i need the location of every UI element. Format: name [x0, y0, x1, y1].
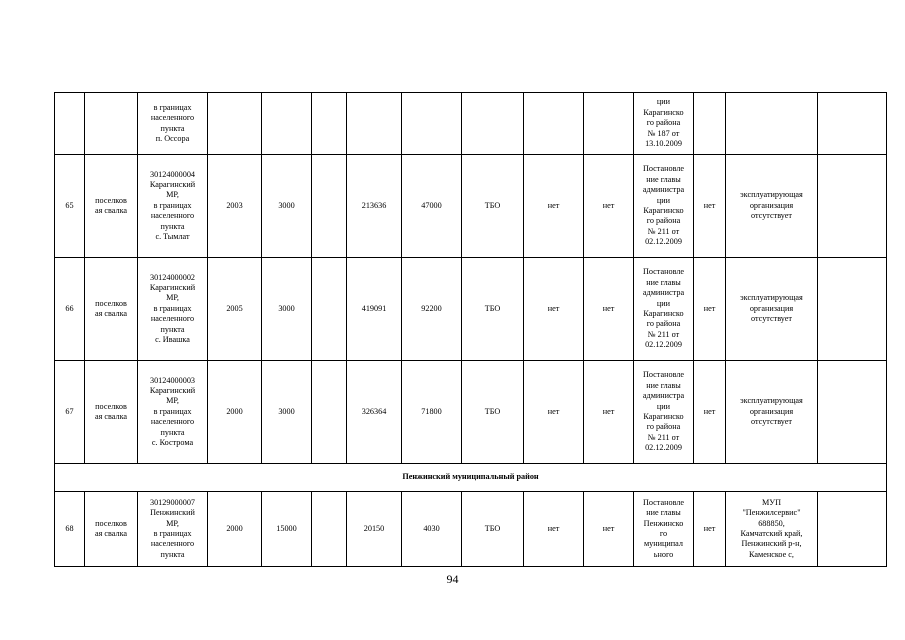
flag-cell: нет [584, 258, 634, 361]
table-row [55, 492, 887, 567]
empty-cell [312, 155, 347, 258]
operator-cell: эксплуатирующая организация отсутствует [726, 361, 818, 464]
flag-cell: нет [524, 155, 584, 258]
location-cell: 30124000003 Карагинский МР, в границах населенного пункта с. Кострома [138, 361, 208, 464]
decision-cell: Постановле ние главы администра ции Карагинско го района № 211 от 02.12.2009 [634, 361, 694, 464]
waste-type-cell: ТБО [462, 361, 524, 464]
row-number: 65 [55, 155, 85, 258]
flag-cell: нет [694, 258, 726, 361]
flag-cell: нет [524, 258, 584, 361]
flag-cell: нет [524, 361, 584, 464]
mass-cell: 92200 [402, 258, 462, 361]
year-cell: 2000 [208, 361, 262, 464]
flag-cell: нет [524, 492, 584, 567]
area-cell: 15000 [262, 492, 312, 567]
mass-cell: 47000 [402, 155, 462, 258]
operator-cell: МУП "Пенжилсервис" 688850, Камчатский край, Пенжинский р-н, Каменское с, [726, 492, 818, 567]
flag-cell: нет [694, 492, 726, 567]
year-cell: 2000 [208, 492, 262, 567]
waste-type-cell: ТБО [462, 492, 524, 567]
operator-cell: эксплуатирующая организация отсутствует [726, 155, 818, 258]
empty-cell [312, 258, 347, 361]
object-type: поселков ая свалка [85, 361, 138, 464]
object-type: поселков ая свалка [85, 155, 138, 258]
volume-cell: 326364 [347, 361, 402, 464]
flag-cell: нет [584, 155, 634, 258]
section-title: Пенжинский муниципальный район [55, 464, 887, 492]
area-cell: 3000 [262, 361, 312, 464]
volume-cell: 20150 [347, 492, 402, 567]
decision-cell: Постановле ние главы Пенжинско го муниципал ьного [634, 492, 694, 567]
empty-cell [312, 492, 347, 567]
object-type: поселков ая свалка [85, 492, 138, 567]
waste-type-cell: ТБО [462, 155, 524, 258]
table-row-continuation [55, 93, 887, 155]
empty-cell [312, 361, 347, 464]
table-row [55, 258, 887, 361]
volume-cell: 419091 [347, 258, 402, 361]
decision-cell: Постановле ние главы администра ции Карагинско го района № 211 от 02.12.2009 [634, 155, 694, 258]
flag-cell: нет [584, 492, 634, 567]
section-header-row [55, 464, 887, 492]
volume-cell: 213636 [347, 155, 402, 258]
empty-cell [818, 361, 887, 464]
flag-cell: нет [694, 155, 726, 258]
decision-cell: Постановле ние главы администра ции Карагинско го района № 211 от 02.12.2009 [634, 258, 694, 361]
area-cell: 3000 [262, 155, 312, 258]
empty-cell [818, 258, 887, 361]
page-number: 94 [446, 572, 459, 586]
object-type: поселков ая свалка [85, 258, 138, 361]
area-cell: 3000 [262, 258, 312, 361]
decision-cell: ции Карагинско го района № 187 от 13.10.2009 [634, 93, 694, 155]
year-cell: 2003 [208, 155, 262, 258]
flag-cell: нет [584, 361, 634, 464]
waste-type-cell: ТБО [462, 258, 524, 361]
row-number: 68 [55, 492, 85, 567]
operator-cell: эксплуатирующая организация отсутствует [726, 258, 818, 361]
row-number: 67 [55, 361, 85, 464]
flag-cell: нет [694, 361, 726, 464]
row-number: 66 [55, 258, 85, 361]
location-cell: 30124000002 Карагинский МР, в границах населенного пункта с. Ивашка [138, 258, 208, 361]
location-cell: в границах населенного пункта п. Оссора [138, 93, 208, 155]
location-cell: 30129000007 Пенжинский МР, в границах населенного пункта [138, 492, 208, 567]
location-cell: 30124000004 Карагинский МР, в границах населенного пункта с. Тымлат [138, 155, 208, 258]
waste-site-register-table [54, 92, 887, 567]
mass-cell: 4030 [402, 492, 462, 567]
empty-cell [818, 155, 887, 258]
table-row [55, 155, 887, 258]
empty-cell [818, 492, 887, 567]
mass-cell: 71800 [402, 361, 462, 464]
table-row [55, 361, 887, 464]
year-cell: 2005 [208, 258, 262, 361]
